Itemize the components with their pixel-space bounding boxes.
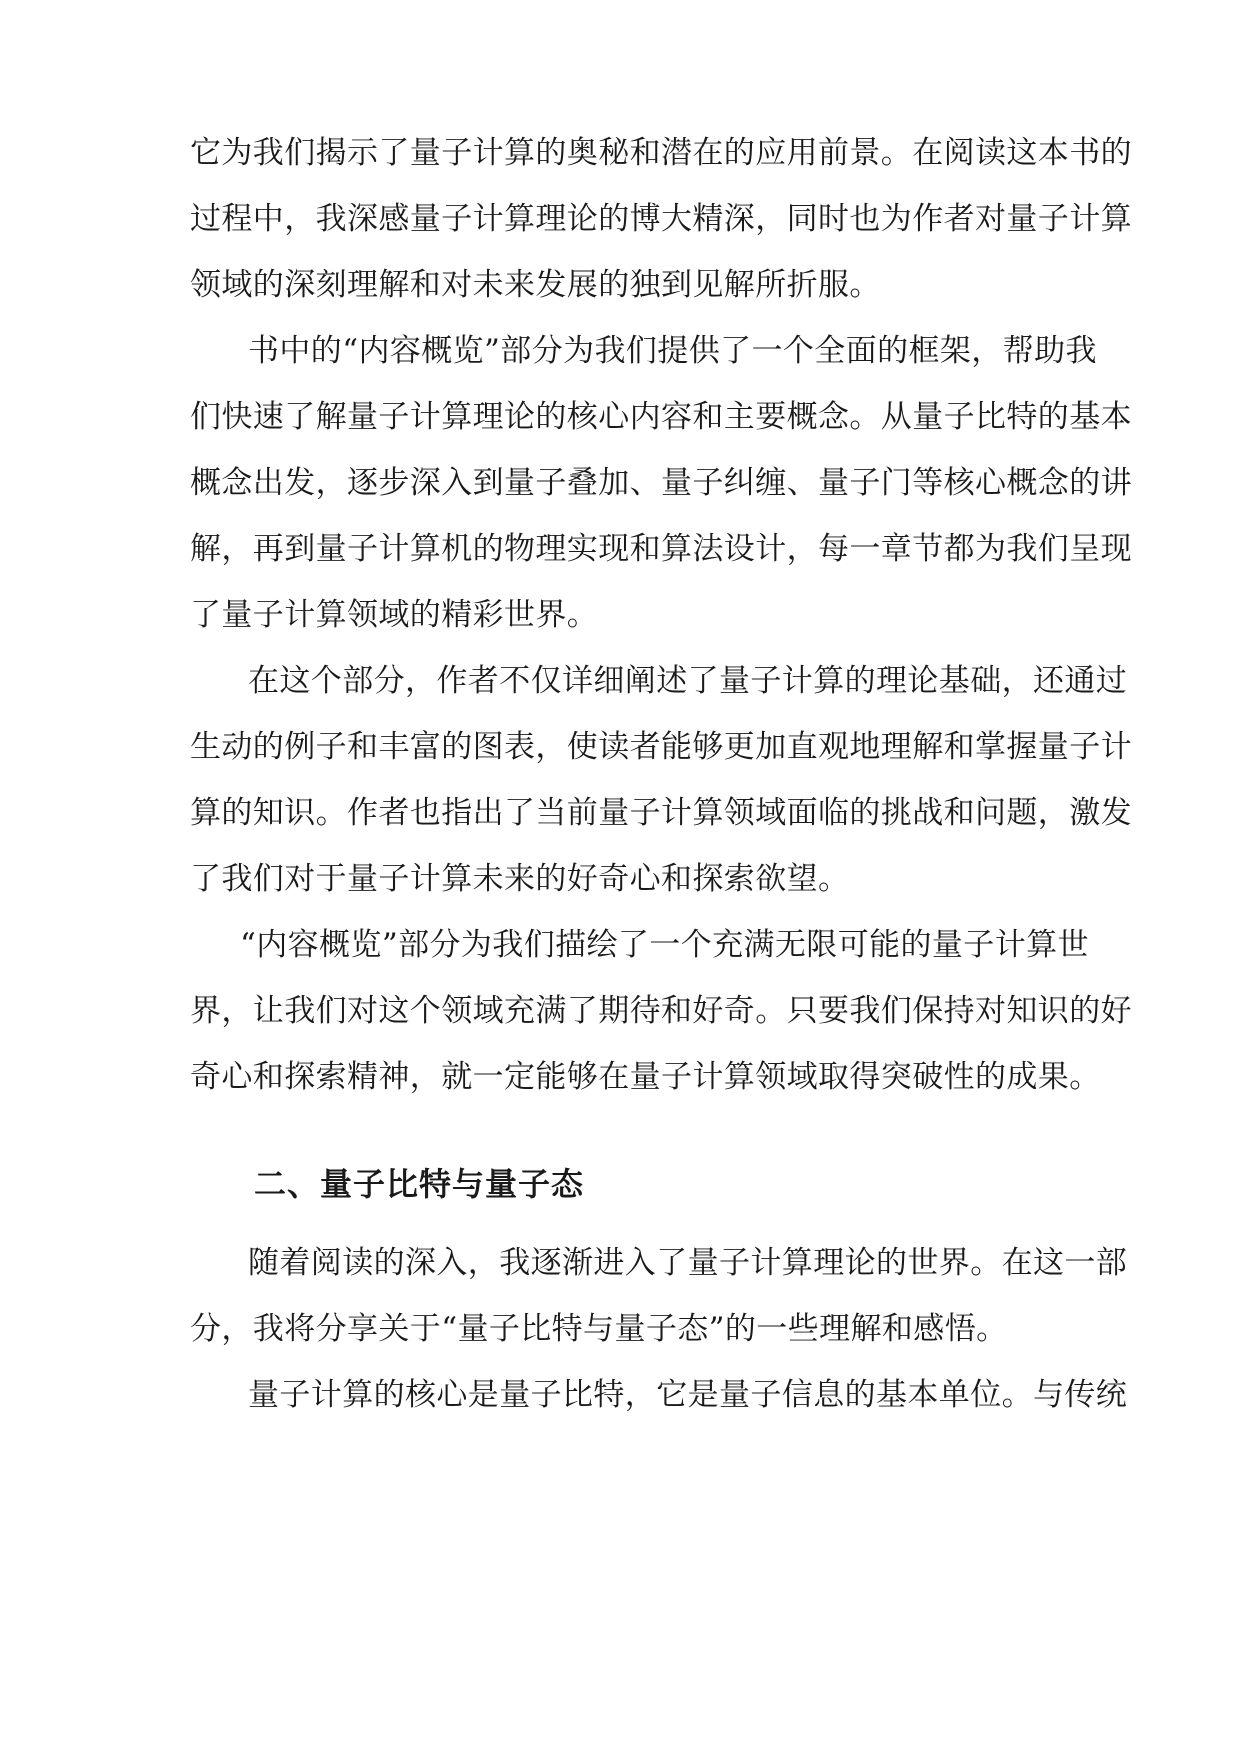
paragraph-line: 界，让我们对这个领域充满了期待和好奇。只要我们保持对知识的好 [190,993,1132,1029]
paragraph-line: 在这个部分，作者不仅详细阐述了量子计算的理论基础，还通过 [248,663,1128,699]
paragraph-line: 生动的例子和丰富的图表，使读者能够更加直观地理解和掌握量子计 [190,729,1132,765]
paragraph-line: 概念出发，逐步深入到量子叠加、量子纠缠、量子门等核心概念的讲 [190,465,1132,501]
paragraph-line: 书中的“内容概览”部分为我们提供了一个全面的框架，帮助我 [248,333,1097,369]
paragraph-line: 了量子计算领域的精彩世界。 [190,597,599,633]
paragraph-line: 量子计算的核心是量子比特，它是量子信息的基本单位。与传统 [248,1377,1128,1413]
paragraph-line: “内容概览”部分为我们描绘了一个充满无限可能的量子计算世 [240,927,1089,963]
paragraph-line: 奇心和探索精神，就一定能够在量子计算领域取得突破性的成果。 [190,1059,1101,1095]
paragraph-line: 解，再到量子计算机的物理实现和算法设计，每一章节都为我们呈现 [190,531,1132,567]
section-heading: 二、量子比特与量子态 [254,1165,585,1203]
paragraph-line: 们快速了解量子计算理论的核心内容和主要概念。从量子比特的基本 [190,399,1132,435]
paragraph-line: 随着阅读的深入，我逐渐进入了量子计算理论的世界。在这一部 [248,1245,1128,1281]
paragraph-line: 算的知识。作者也指出了当前量子计算领域面临的挑战和问题，激发 [190,795,1132,831]
paragraph-line: 了我们对于量子计算未来的好奇心和探索欲望。 [190,861,850,897]
paragraph-line: 它为我们揭示了量子计算的奥秘和潜在的应用前景。在阅读这本书的 [190,135,1132,171]
paragraph-line: 过程中，我深感量子计算理论的博大精深，同时也为作者对量子计算 [190,201,1132,237]
paragraph-line: 分，我将分享关于“量子比特与量子态”的一些理解和感悟。 [190,1311,1008,1347]
paragraph-line: 领域的深刻理解和对未来发展的独到见解所折服。 [190,267,881,303]
